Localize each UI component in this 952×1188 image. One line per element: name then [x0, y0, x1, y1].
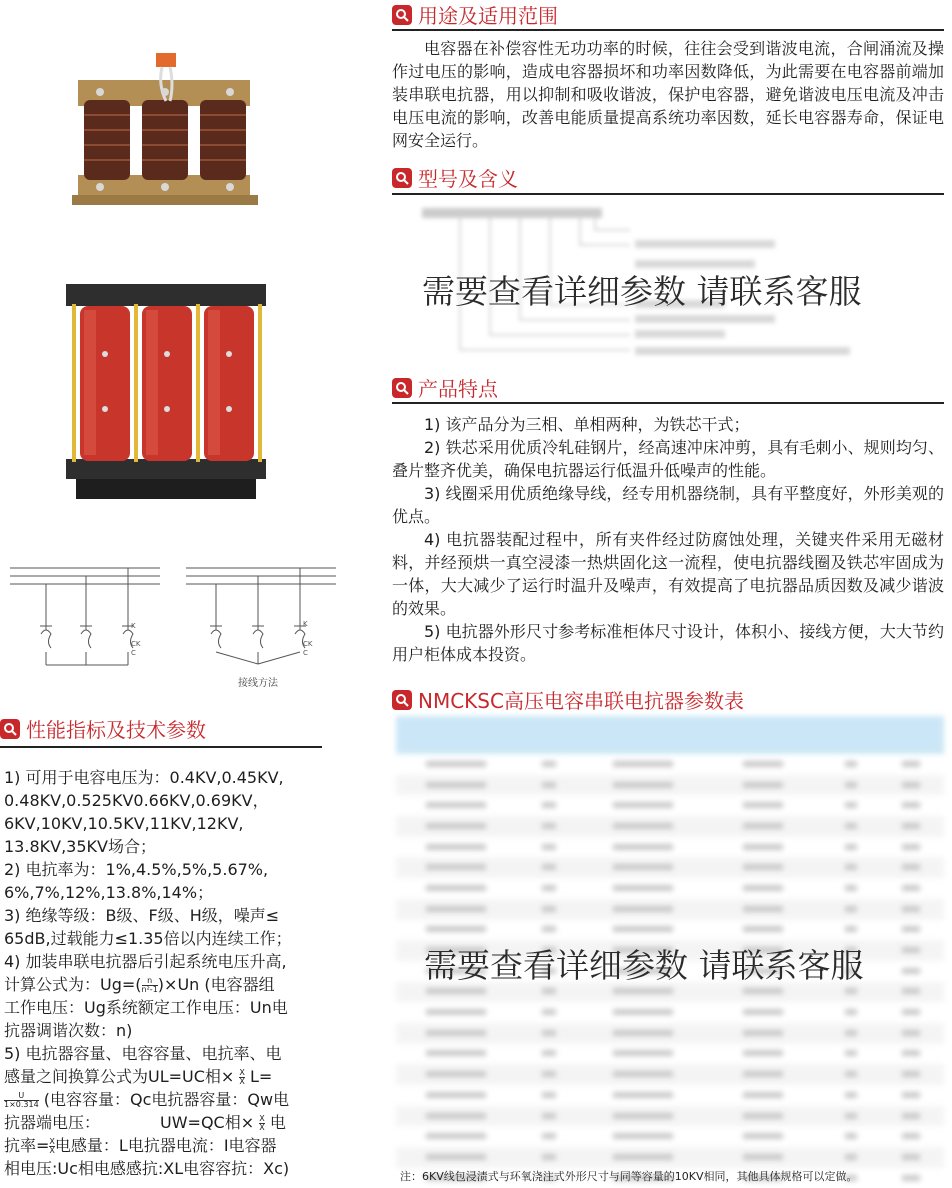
- section-title-text: 性能指标及技术参数: [26, 718, 206, 742]
- search-icon: [392, 378, 412, 398]
- diagram-caption: 接线方法: [238, 678, 278, 689]
- product-photo-reactor-open: [70, 45, 260, 225]
- svg-text:CK: CK: [303, 640, 313, 648]
- wiring-diagram-left: [10, 560, 170, 670]
- svg-text:C: C: [303, 649, 308, 657]
- section-title-usage: 用途及适用范围: [392, 0, 558, 29]
- diagram-label-k: K: [131, 622, 136, 630]
- section-title-model: 型号及含义: [392, 163, 518, 192]
- contact-overlay-model: 需要查看详细参数 请联系客服: [422, 272, 862, 311]
- section-title-features: 产品特点: [392, 373, 498, 402]
- section-title-performance: [0, 714, 206, 743]
- usage-text: 电容器在补偿容性无功功率的时候，往往会受到谐波电流，合闸涌流及操作过电压的影响，造成电容器损坏和功率因数降低，为此需要在电容器前端加装串联电抗器，用以抑制和吸收谐波，保护电容器，避免谐波电压电流及冲击电压电流的影响，改善电能质量提高系统功率因数，延长电容器寿命，保证电网安全运行。: [392, 39, 944, 150]
- section-rule: [392, 29, 944, 31]
- table-note: 注：6KV线包浸渍式与环氧浇注式外形尺寸与同等容量的10KV相同，其他具体规格可以定做。: [400, 1170, 858, 1183]
- search-icon: [392, 5, 412, 25]
- formula-fraction: $\frac{n}{\text{n²-1}}$: [141, 976, 158, 994]
- diagram-label-ck: CK: [131, 640, 141, 648]
- wiring-diagram-right: [186, 560, 346, 670]
- search-icon: [392, 168, 412, 188]
- section-rule: [392, 402, 944, 404]
- performance-text: 1) 可用于电容电压为：0.4KV,0.45KV, 0.48KV,0.525KV0.66KV,0.69KV， 6KV,10KV,10.5KV,11KV,12KV, 13.8KV,35KV场合； 2) 电抗率为：1%,4.5%,5%,5.67%, 6%,7%,12%,13.8%,14%； 3) 绝缘等级：B级、F级、H级，噪声≤ 65dB,过载能力≤1.35倍以内连续工作； 4) 加装串联电抗器后引起系统电压升高, 计算公式为：Ug=( $\frac{n}{\text{n²-1}}$ )×Un (电容器组 工作电压：Ug系统额定工作电压：Un电 抗器调谐次数：n) 5) 电抗器容量、电容容量、电抗率、电 感量之间换算公式为UL=UC相× $\frac{X}{X}$ L= $\frac{U}{1\times 0.314}$ (电容容量：Qc电抗器容量：Qw电 抗器端电压： UW=QC相× $\frac{X}{X}$ 电 抗率= $\frac{X}{X}$ 电感量：L电抗器电流：I电容器 相电压:Uc相电感感抗:XL电容容抗：Xc): [4, 768, 292, 1178]
- contact-overlay-table: 需要查看详细参数 请联系客服: [424, 946, 864, 985]
- search-icon: [0, 719, 20, 739]
- parameter-table-blurred: [396, 716, 944, 1161]
- search-icon: [392, 690, 412, 710]
- section-title-table: NMCKSC高压电容串联电抗器参数表: [392, 685, 744, 714]
- section-rule: [392, 193, 944, 195]
- section-rule: [0, 746, 322, 748]
- svg-text:K: K: [303, 620, 308, 628]
- features-text: 1) 该产品分为三相、单相两种，为铁芯干式； 2) 铁芯采用优质冷轧硅钢片，经高速冲床冲剪，具有毛刺小、规则均匀、叠片整齐优美，确保电抗器运行低温升低噪声的性能。 3) 线圈采用优质绝缘导线，经专用机器绕制，具有平整度好，外形美观的优点。 4) 电抗器装配过程中，所有夹件经过防腐蚀处理，关键夹件采用无磁材料，并经预烘一真空浸漆一热烘固化这一流程，使电抗器线圈及铁芯牢固成为一体，大大减少了运行时温升及噪声，有效提高了电抗器品质因数及减少谐波的效果。 5) 电抗器外形尺寸参考标准柜体尺寸设计，体积小、接线方便，大大节约用户柜体成本投资。: [392, 415, 944, 664]
- product-photo-reactor-cast: [66, 284, 266, 504]
- diagram-label-c: C: [131, 649, 136, 657]
